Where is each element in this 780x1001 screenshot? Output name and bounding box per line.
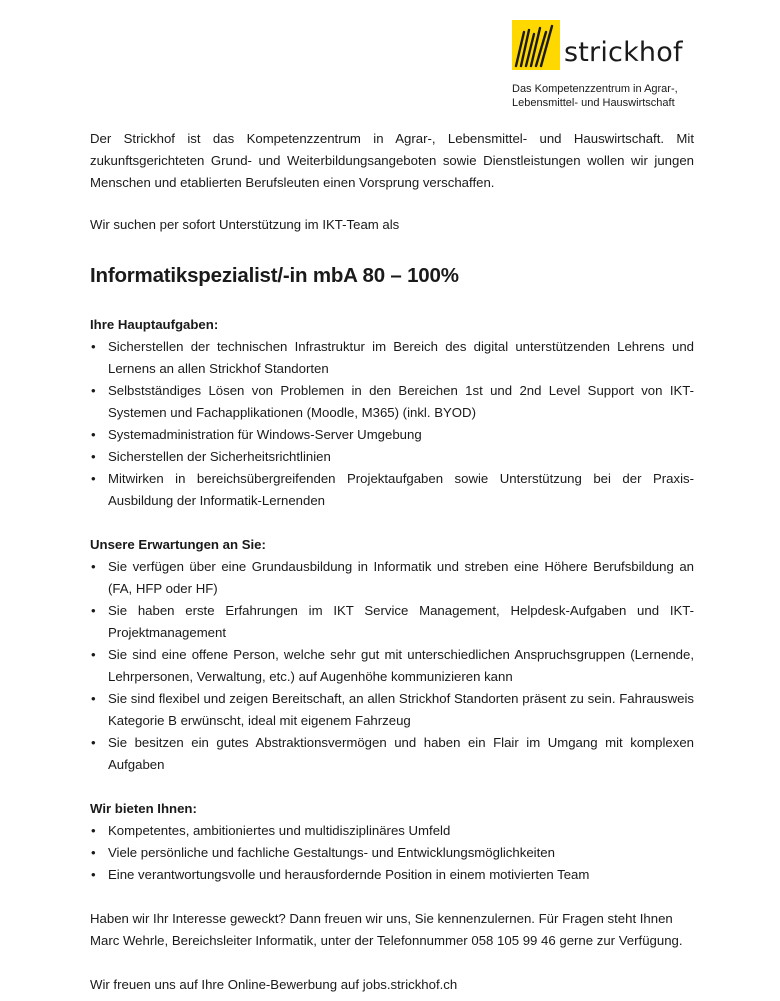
bullet-icon: • [91,823,96,838]
job-posting [90,128,694,996]
list-item [90,842,694,864]
list-item-text: Systemadministration für Windows-Server Umgebung [108,427,422,442]
section-expectations [90,534,694,776]
list-item [90,600,694,644]
bullet-list [90,556,694,776]
bullet-icon: • [91,845,96,860]
section-main-tasks [90,314,694,512]
bullet-icon: • [91,339,96,354]
list-item [90,380,694,424]
section-heading: Unsere Erwartungen an Sie: [90,537,266,552]
closing-sentence: Wir freuen uns auf Ihre Online-Bewerbung auf jobs.strickhof.ch [90,977,458,992]
logo-tagline-line1: Das Kompetenzzentrum in Agrar-, [512,83,678,95]
list-item-text: Mitwirken in bereichsübergreifenden Projektaufgaben sowie Unterstützung bei der Praxis-Ausbildung der Informatik-Lernenden [108,471,694,508]
job-title: Informatikspezialist/-in mbA 80 – 100% [90,264,459,287]
lead-sentence: Wir suchen per sofort Unterstützung im IKT-Team als [90,217,400,232]
bullet-icon: • [91,449,96,464]
list-item [90,446,694,468]
list-item-text: Sie besitzen ein gutes Abstraktionsvermögen und haben ein Flair im Umgang mit komplexen Aufgaben [108,735,694,772]
bullet-icon: • [91,647,96,662]
bullet-icon: • [91,735,96,750]
contact-paragraph: Haben wir Ihr Interesse geweckt? Dann freuen wir uns, Sie kennenzulernen. Für Fragen steht Ihnen Marc Wehrle, Bereichsleiter Informatik, unter der Telefonnummer 058 105 99 46 gerne zur Verfügung. [90,911,683,948]
bullet-list [90,820,694,886]
bullet-icon: • [91,427,96,442]
list-item-text: Kompetentes, ambitioniertes und multidisziplinäres Umfeld [108,823,451,838]
list-item [90,688,694,732]
list-item-text: Eine verantwortungsvolle und herausfordernde Position in einem motivierten Team [108,867,590,882]
bullet-icon: • [91,471,96,486]
list-item-text: Sie verfügen über eine Grundausbildung in Informatik und streben eine Höhere Berufsbildung an (FA, HFP oder HF) [108,559,694,596]
list-item-text: Selbstständiges Lösen von Problemen in den Bereichen 1st und 2nd Level Support von IKT-Systemen und Fachapplikationen (Moodle, M365) (inkl. BYOD) [108,383,694,420]
strickhof-logo [512,12,712,110]
list-item-text: Viele persönliche und fachliche Gestaltungs- und Entwicklungsmöglichkeiten [108,845,555,860]
logo-wordmark: strickhof [564,37,683,68]
bullet-icon: • [91,691,96,706]
section-heading: Ihre Hauptaufgaben: [90,317,219,332]
list-item [90,864,694,886]
list-item [90,336,694,380]
strickhof-logo-mark-icon [512,20,560,70]
logo-tagline [512,82,712,110]
list-item [90,644,694,688]
list-item [90,556,694,600]
bullet-icon: • [91,603,96,618]
intro-paragraph: Der Strickhof ist das Kompetenzzentrum in Agrar-, Lebensmittel- und Hauswirtschaft. Mit zukunftsgerichteten Grund- und Weiterbildungsangeboten sowie Dienstleistungen wollen wir jungen Menschen und etablierten Berufsleuten einen Vorsprung verschaffen. [90,131,694,190]
list-item-text: Sicherstellen der technischen Infrastruktur im Bereich des digital unterstützenden Lehrens und Lernens an allen Strickhof Standorten [108,339,694,376]
list-item-text: Sicherstellen der Sicherheitsrichtlinien [108,449,331,464]
bullet-icon: • [91,559,96,574]
list-item-text: Sie haben erste Erfahrungen im IKT Service Management, Helpdesk-Aufgaben und IKT-Projektmanagement [108,603,694,640]
bullet-icon: • [91,867,96,882]
list-item [90,820,694,842]
bullet-list [90,336,694,512]
section-offer [90,798,694,886]
list-item [90,468,694,512]
list-item [90,424,694,446]
logo-tagline-line2: Lebensmittel- und Hauswirtschaft [512,97,675,109]
list-item [90,732,694,776]
list-item-text: Sie sind flexibel und zeigen Bereitschaft, an allen Strickhof Standorten präsent zu sein. Fahrausweis Kategorie B erwünscht, ideal mit eigenem Fahrzeug [108,691,694,728]
section-heading: Wir bieten Ihnen: [90,801,197,816]
list-item-text: Sie sind eine offene Person, welche sehr gut mit unterschiedlichen Anspruchsgruppen (Lernende, Lehrpersonen, Verwaltung, etc.) auf Augenhöhe kommunizieren kann [108,647,694,684]
bullet-icon: • [91,383,96,398]
